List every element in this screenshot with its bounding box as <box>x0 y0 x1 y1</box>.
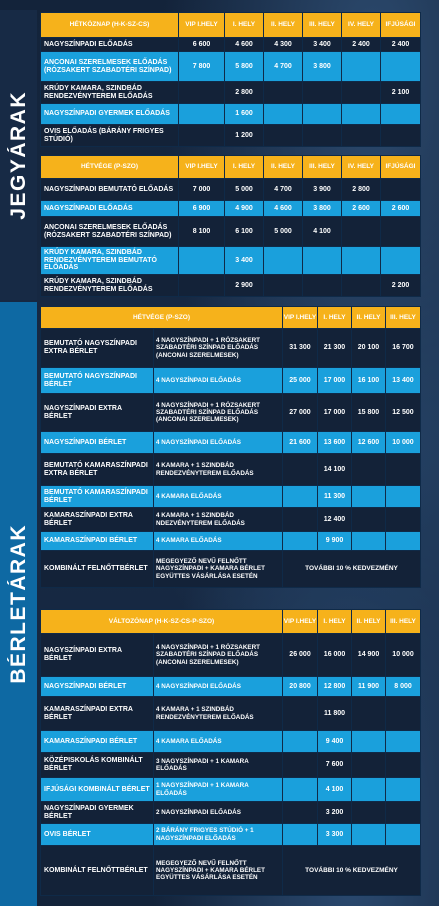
price-cell <box>342 125 381 147</box>
row-name: IFJÚSÁGI KOMBINÁLT BÉRLET <box>41 778 154 802</box>
table-row <box>41 677 421 697</box>
price-cell <box>179 104 225 125</box>
price-cell: 9 400 <box>318 731 352 753</box>
price-cell <box>352 454 386 486</box>
table-row <box>41 454 421 486</box>
price-cell: 4 100 <box>318 778 352 802</box>
price-cell: 15 800 <box>352 394 386 432</box>
price-cell <box>179 82 225 104</box>
price-cell: 27 000 <box>283 394 318 432</box>
table-row <box>41 52 421 82</box>
price-cell <box>352 778 386 802</box>
price-cell: 2 900 <box>225 275 264 297</box>
price-cell <box>283 486 318 508</box>
table-header <box>41 13 421 38</box>
price-cell: 8 000 <box>386 677 421 697</box>
price-cell: 17 000 <box>318 368 352 394</box>
price-cell <box>352 486 386 508</box>
row-name: BEMUTATÓ KAMARASZÍNPADI EXTRA BÉRLET <box>41 454 154 486</box>
price-cell <box>264 125 303 147</box>
price-cell <box>381 104 421 125</box>
price-cell: 7 000 <box>179 179 225 201</box>
header-cell: I. HELY <box>225 13 264 38</box>
price-cell: 5 000 <box>264 217 303 247</box>
table-row <box>41 179 421 201</box>
price-cell <box>342 104 381 125</box>
price-cell <box>303 104 342 125</box>
price-cell <box>179 247 225 275</box>
price-cell: 3 400 <box>225 247 264 275</box>
header-cell: VIP I.HELY <box>179 156 225 179</box>
price-cell: 6 900 <box>179 201 225 217</box>
table-row <box>41 824 421 846</box>
table-row <box>41 551 421 588</box>
price-cell <box>386 731 421 753</box>
row-name: KAMARASZÍNPADI EXTRA BÉRLET <box>41 508 154 532</box>
price-cell: 8 100 <box>179 217 225 247</box>
table-header <box>41 307 421 329</box>
row-description: 4 NAGYSZÍNPADI + 1 RÓZSAKERT SZABADTÉRI SZÍNPAD ELŐADÁS (ANCONAI SZERELMESEK) <box>154 329 283 368</box>
price-cell: 16 000 <box>318 634 352 677</box>
row-description: 4 KAMARA ELŐADÁS <box>154 532 283 551</box>
price-cell: 21 300 <box>318 329 352 368</box>
price-cell <box>352 731 386 753</box>
price-cell <box>352 824 386 846</box>
price-cell <box>264 82 303 104</box>
table-row <box>41 486 421 508</box>
price-cell <box>283 824 318 846</box>
table-row <box>41 697 421 731</box>
row-name: NAGYSZÍNPADI ELŐADÁS <box>41 201 179 217</box>
row-name: ANCONAI SZERELMESEK ELŐADÁS (RÓZSAKERT SZABADTÉRI SZÍNPAD) <box>41 217 179 247</box>
header-cell: II. HELY <box>264 156 303 179</box>
table-row <box>41 104 421 125</box>
row-name: KAMARASZÍNPADI EXTRA BÉRLET <box>41 697 154 731</box>
row-name: BEMUTATÓ KAMARASZÍNPADI BÉRLET <box>41 486 154 508</box>
price-cell <box>386 454 421 486</box>
row-name: BEMUTATÓ NAGYSZÍNPADI EXTRA BÉRLET <box>41 329 154 368</box>
price-cell <box>342 275 381 297</box>
table-header <box>41 610 421 634</box>
price-cell: 12 800 <box>318 677 352 697</box>
price-cell <box>283 802 318 824</box>
price-cell: 5 000 <box>225 179 264 201</box>
header-cell: VIP I.HELY <box>283 307 318 329</box>
table-row <box>41 275 421 297</box>
price-cell: 21 600 <box>283 432 318 454</box>
row-name: KÖZÉPISKOLÁS KOMBINÁLT BÉRLET <box>41 753 154 778</box>
price-cell: 20 100 <box>352 329 386 368</box>
price-cell <box>352 532 386 551</box>
price-cell: 2 100 <box>381 82 421 104</box>
price-cell <box>283 778 318 802</box>
price-cell <box>179 125 225 147</box>
row-description: 4 NAGYSZÍNPADI ELŐADÁS <box>154 432 283 454</box>
price-cell: 3 800 <box>303 201 342 217</box>
row-name: KAMARASZÍNPADI BÉRLET <box>41 731 154 753</box>
table-row <box>41 247 421 275</box>
price-cell: 4 300 <box>264 38 303 52</box>
price-cell <box>386 753 421 778</box>
price-cell: 2 600 <box>342 201 381 217</box>
price-cell: 16 700 <box>386 329 421 368</box>
price-cell <box>303 275 342 297</box>
row-description: MEGEGYEZŐ NEVŰ FELNŐTT NAGYSZÍNPADI + KAMARA BÉRLET EGYÜTTES VÁSÁRLÁSA ESETÉN <box>154 551 283 588</box>
price-cell <box>283 508 318 532</box>
price-cell <box>303 247 342 275</box>
section-label-jegyarak <box>0 10 37 300</box>
price-cell: 4 600 <box>264 201 303 217</box>
price-cell <box>381 125 421 147</box>
table-row <box>41 125 421 147</box>
section-label-berletarak <box>0 302 37 906</box>
price-cell <box>352 508 386 532</box>
table-row <box>41 201 421 217</box>
row-name: NAGYSZÍNPADI BÉRLET <box>41 677 154 697</box>
price-cell <box>264 275 303 297</box>
header-cell: III. HELY <box>386 610 421 634</box>
row-name: NAGYSZÍNPADI EXTRA BÉRLET <box>41 634 154 677</box>
row-name: KOMBINÁLT FELNŐTTBÉRLET <box>41 551 154 588</box>
header-cell: I. HELY <box>225 156 264 179</box>
price-cell <box>283 532 318 551</box>
header-cell: II. HELY <box>264 13 303 38</box>
price-cell: 10 000 <box>386 432 421 454</box>
row-description: 4 NAGYSZÍNPADI + 1 RÓZSAKERT SZABADTÉRI SZÍNPAD ELŐADÁS (ANCONAI SZERELMESEK) <box>154 394 283 432</box>
row-name: NAGYSZÍNPADI GYERMEK BÉRLET <box>41 802 154 824</box>
price-cell: 3 400 <box>303 38 342 52</box>
ticket-table-weekday <box>40 12 421 147</box>
price-cell <box>342 217 381 247</box>
price-cell: 4 100 <box>303 217 342 247</box>
row-name: KRÚDY KAMARA, SZINDBÁD RENDEZVÉNYTEREM BEMUTATÓ ELŐADÁS <box>41 247 179 275</box>
price-cell: 7 600 <box>318 753 352 778</box>
price-cell: 20 800 <box>283 677 318 697</box>
row-description: 3 NAGYSZÍNPADI + 1 KAMARA ELŐADÁS <box>154 753 283 778</box>
price-cell <box>352 753 386 778</box>
price-cell: 3 300 <box>318 824 352 846</box>
discount-note: TOVÁBBI 10 % KEDVEZMÉNY <box>283 551 421 588</box>
table-row <box>41 432 421 454</box>
price-cell: 2 400 <box>342 38 381 52</box>
row-description: 4 NAGYSZÍNPADI ELŐADÁS <box>154 677 283 697</box>
price-cell <box>386 486 421 508</box>
price-cell <box>303 125 342 147</box>
header-cell: VÁLTOZÓNAP (H-K-SZ-CS-P-SZO) <box>41 610 283 634</box>
row-name: NAGYSZÍNPADI ELŐADÁS <box>41 38 179 52</box>
row-description: 2 NAGYSZÍNPADI ELŐADÁS <box>154 802 283 824</box>
table-row <box>41 802 421 824</box>
row-description: 1 NAGYSZÍNPADI + 1 KAMARA ELŐADÁS <box>154 778 283 802</box>
price-cell: 2 800 <box>225 82 264 104</box>
table-row <box>41 846 421 896</box>
jegyarak-label: JEGYÁRAK <box>6 90 30 220</box>
price-cell: 14 900 <box>352 634 386 677</box>
price-cell <box>283 731 318 753</box>
row-name: NAGYSZÍNPADI GYERMEK ELŐADÁS <box>41 104 179 125</box>
price-cell: 11 900 <box>352 677 386 697</box>
price-cell: 2 400 <box>381 38 421 52</box>
header-cell: VIP I.HELY <box>179 13 225 38</box>
table-row <box>41 508 421 532</box>
header-cell: HÉTVÉGE (P-SZO) <box>41 307 283 329</box>
row-description: 4 NAGYSZÍNPADI + 1 RÓZSAKERT SZABADTÉRI SZÍNPAD ELŐADÁS (ANCONAI SZERELMESEK) <box>154 634 283 677</box>
price-cell: 3 800 <box>303 52 342 82</box>
price-cell: 1 200 <box>225 125 264 147</box>
price-cell <box>386 802 421 824</box>
price-cell <box>381 247 421 275</box>
price-cell <box>303 82 342 104</box>
table-row <box>41 532 421 551</box>
price-cell <box>381 217 421 247</box>
price-cell <box>381 179 421 201</box>
price-cell <box>386 697 421 731</box>
price-cell: 2 200 <box>381 275 421 297</box>
header-cell: IV. HELY <box>342 156 381 179</box>
price-cell: 12 400 <box>318 508 352 532</box>
ticket-table-weekend <box>40 155 421 297</box>
row-description: 4 KAMARA ELŐADÁS <box>154 731 283 753</box>
price-cell: 11 300 <box>318 486 352 508</box>
header-cell: II. HELY <box>352 610 386 634</box>
price-cell: 4 600 <box>225 38 264 52</box>
header-cell: III. HELY <box>386 307 421 329</box>
row-description: 2 BÁRÁNY FRIGYES STÚDIÓ + 1 NAGYSZÍNPADI ELŐADÁS <box>154 824 283 846</box>
row-name: KOMBINÁLT FELNŐTTBÉRLET <box>41 846 154 896</box>
price-cell: 31 300 <box>283 329 318 368</box>
price-cell: 26 000 <box>283 634 318 677</box>
row-description: MEGEGYEZŐ NEVŰ FELNŐTT NAGYSZÍNPADI + KAMARA BÉRLET EGYÜTTES VÁSÁRLÁSA ESETÉN <box>154 846 283 896</box>
price-cell <box>264 104 303 125</box>
header-cell: III. HELY <box>303 13 342 38</box>
price-cell <box>342 82 381 104</box>
header-cell: HÉTVÉGE (P-SZO) <box>41 156 179 179</box>
price-cell: 25 000 <box>283 368 318 394</box>
row-name: NAGYSZÍNPADI EXTRA BÉRLET <box>41 394 154 432</box>
berletarak-label: BÉRLETÁRAK <box>6 524 30 684</box>
price-cell: 7 800 <box>179 52 225 82</box>
table-row <box>41 217 421 247</box>
row-name: NAGYSZÍNPADI BEMUTATÓ ELŐADÁS <box>41 179 179 201</box>
price-cell <box>386 508 421 532</box>
price-cell <box>283 454 318 486</box>
header-cell: IFJÚSÁGI <box>381 13 421 38</box>
price-cell: 17 000 <box>318 394 352 432</box>
row-name: NAGYSZÍNPADI BÉRLET <box>41 432 154 454</box>
table-row <box>41 329 421 368</box>
table-header <box>41 156 421 179</box>
row-name: KRÚDY KAMARA, SZINDBÁD RENDEZVÉNYTEREM ELŐADÁS <box>41 82 179 104</box>
price-cell: 2 600 <box>381 201 421 217</box>
price-cell: 12 500 <box>386 394 421 432</box>
row-name: KRÚDY KAMARA, SZINDBÁD RENDEZVÉNYTEREM ELŐADÁS <box>41 275 179 297</box>
price-cell: 4 700 <box>264 179 303 201</box>
price-cell: 13 600 <box>318 432 352 454</box>
table-row <box>41 394 421 432</box>
discount-note: TOVÁBBI 10 % KEDVEZMÉNY <box>283 846 421 896</box>
price-cell <box>283 697 318 731</box>
price-cell <box>179 275 225 297</box>
header-cell: IV. HELY <box>342 13 381 38</box>
price-cell: 12 600 <box>352 432 386 454</box>
table-row <box>41 38 421 52</box>
table-row <box>41 368 421 394</box>
price-cell: 3 200 <box>318 802 352 824</box>
header-cell: I. HELY <box>318 610 352 634</box>
price-cell <box>386 532 421 551</box>
price-cell: 2 800 <box>342 179 381 201</box>
row-name: OVIS BÉRLET <box>41 824 154 846</box>
price-cell <box>381 52 421 82</box>
price-cell <box>264 247 303 275</box>
price-cell: 6 100 <box>225 217 264 247</box>
row-name: ANCONAI SZERELMESEK ELŐADÁS (RÓZSAKERT SZABADTÉRI SZÍNPAD) <box>41 52 179 82</box>
price-cell: 1 600 <box>225 104 264 125</box>
row-description: 4 NAGYSZÍNPADI ELŐADÁS <box>154 368 283 394</box>
price-cell <box>352 802 386 824</box>
price-cell: 4 700 <box>264 52 303 82</box>
header-cell: I. HELY <box>318 307 352 329</box>
price-cell: 3 900 <box>303 179 342 201</box>
table-row <box>41 731 421 753</box>
price-cell: 16 100 <box>352 368 386 394</box>
price-cell <box>342 52 381 82</box>
row-name: BEMUTATÓ NAGYSZÍNPADI BÉRLET <box>41 368 154 394</box>
row-name: OVIS ELŐADÁS (BÁRÁNY FRIGYES STÚDIÓ) <box>41 125 179 147</box>
header-cell: VIP I.HELY <box>283 610 318 634</box>
header-cell: III. HELY <box>303 156 342 179</box>
price-cell <box>283 753 318 778</box>
price-cell: 9 900 <box>318 532 352 551</box>
season-ticket-table-weekend <box>40 306 421 588</box>
row-name: KAMARASZÍNPADI BÉRLET <box>41 532 154 551</box>
price-cell: 4 900 <box>225 201 264 217</box>
header-cell: HÉTKÖZNAP (H-K-SZ-CS) <box>41 13 179 38</box>
table-row <box>41 82 421 104</box>
row-description: 4 KAMARA ELŐADÁS <box>154 486 283 508</box>
price-cell <box>352 697 386 731</box>
price-cell: 13 400 <box>386 368 421 394</box>
price-cell: 5 800 <box>225 52 264 82</box>
price-cell: 11 800 <box>318 697 352 731</box>
price-cell <box>386 824 421 846</box>
season-ticket-table-variable <box>40 609 421 896</box>
row-description: 4 KAMARA + 1 SZINDBÁD RENDEZVÉNYTEREM ELŐADÁS <box>154 697 283 731</box>
header-cell: II. HELY <box>352 307 386 329</box>
price-cell: 14 100 <box>318 454 352 486</box>
price-cell: 6 600 <box>179 38 225 52</box>
table-row <box>41 753 421 778</box>
price-cell <box>386 778 421 802</box>
row-description: 4 KAMARA + 1 SZINDBÁD NDEZVÉNYTEREM ELŐADÁS <box>154 508 283 532</box>
row-description: 4 KAMARA + 1 SZINDBÁD RENDEZVÉNYTEREM ELŐADÁS <box>154 454 283 486</box>
price-cell: 10 000 <box>386 634 421 677</box>
table-row <box>41 634 421 677</box>
header-cell: IFJÚSÁGI <box>381 156 421 179</box>
table-row <box>41 778 421 802</box>
price-cell <box>342 247 381 275</box>
